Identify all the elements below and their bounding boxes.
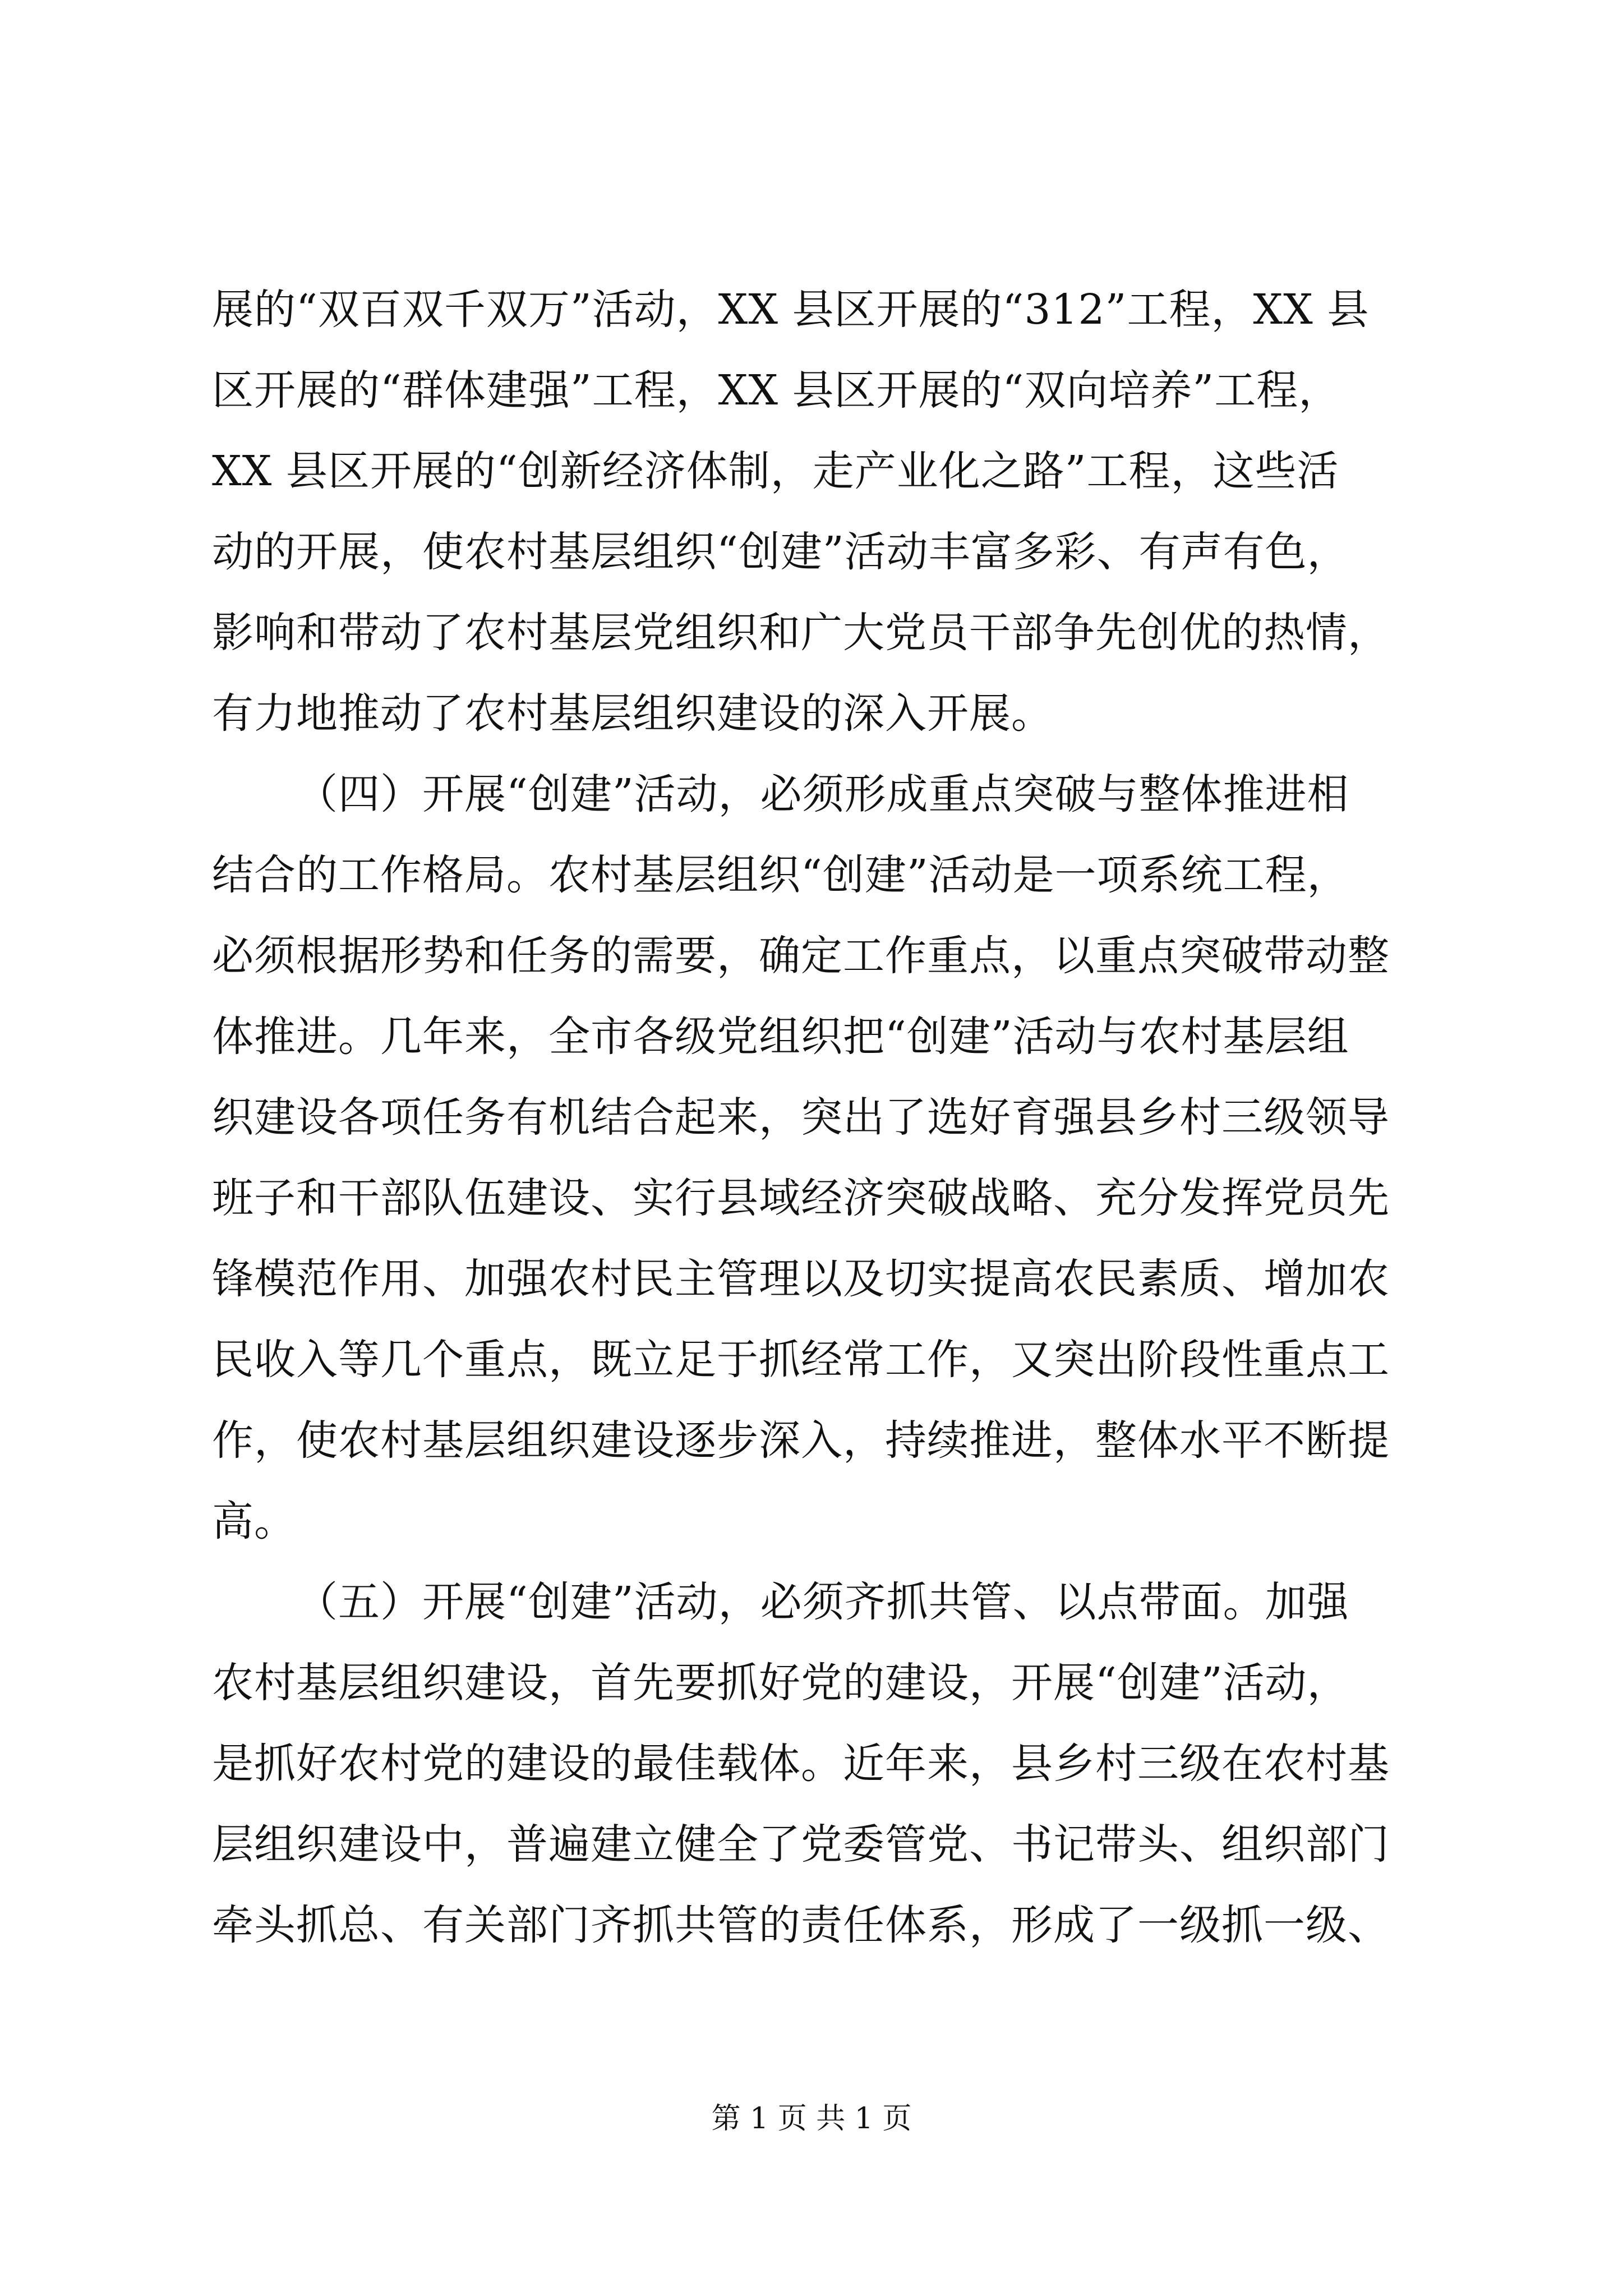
text-line: 是抓好农村党的建设的最佳载体。近年来，县乡村三级在农村基: [212, 1740, 1390, 1788]
text-line: 作，使农村基层组织建设逐步深入，持续推进，整体水平不断提: [212, 1416, 1390, 1465]
text-line: 农村基层组织建设，首先要抓好党的建设，开展“创建”活动，: [212, 1659, 1349, 1707]
page-footer: 第 1 页 共 1 页: [711, 2102, 912, 2136]
text-line: 展的“双百双千双万”活动，XX 县区开展的“312”工程，XX 县: [212, 286, 1370, 334]
text-line: 动的开展，使农村基层组织“创建”活动丰富多彩、有声有色，: [212, 528, 1349, 576]
paragraph-heading-line: （五）开展“创建”活动，必须齐抓共管、以点带面。加强: [296, 1578, 1349, 1626]
text-line: 牵头抓总、有关部门齐抓共管的责任体系，形成了一级抓一级、: [212, 1901, 1390, 1949]
paragraph-heading-line: （四）开展“创建”活动，必须形成重点突破与整体推进相: [296, 770, 1349, 818]
text-line: 高。: [212, 1497, 296, 1545]
text-line: 影响和带动了农村基层党组织和广大党员干部争先创优的热情，: [212, 609, 1390, 657]
text-line: 结合的工作格局。农村基层组织“创建”活动是一项系统工程，: [212, 851, 1349, 899]
text-line: 班子和干部队伍建设、实行县域经济突破战略、充分发挥党员先: [212, 1174, 1390, 1222]
text-line: 锋模范作用、加强农村民主管理以及切实提高农民素质、增加农: [212, 1255, 1390, 1303]
text-line: 体推进。几年来，全市各级党组织把“创建”活动与农村基层组: [212, 1013, 1349, 1061]
text-line: XX 县区开展的“创新经济体制，走产业化之路”工程，这些活: [212, 447, 1339, 495]
text-line: 必须根据形势和任务的需要，确定工作重点，以重点突破带动整: [212, 932, 1390, 980]
text-line: 有力地推动了农村基层组织建设的深入开展。: [212, 689, 1053, 738]
text-line: 民收入等几个重点，既立足于抓经常工作，又突出阶段性重点工: [212, 1336, 1390, 1384]
text-line: 区开展的“群体建强”工程，XX 县区开展的“双向培养”工程，: [212, 366, 1341, 415]
text-line: 层组织建设中，普遍建立健全了党委管党、书记带头、组织部门: [212, 1820, 1390, 1869]
text-line: 织建设各项任务有机结合起来，突出了选好育强县乡村三级领导: [212, 1093, 1390, 1142]
